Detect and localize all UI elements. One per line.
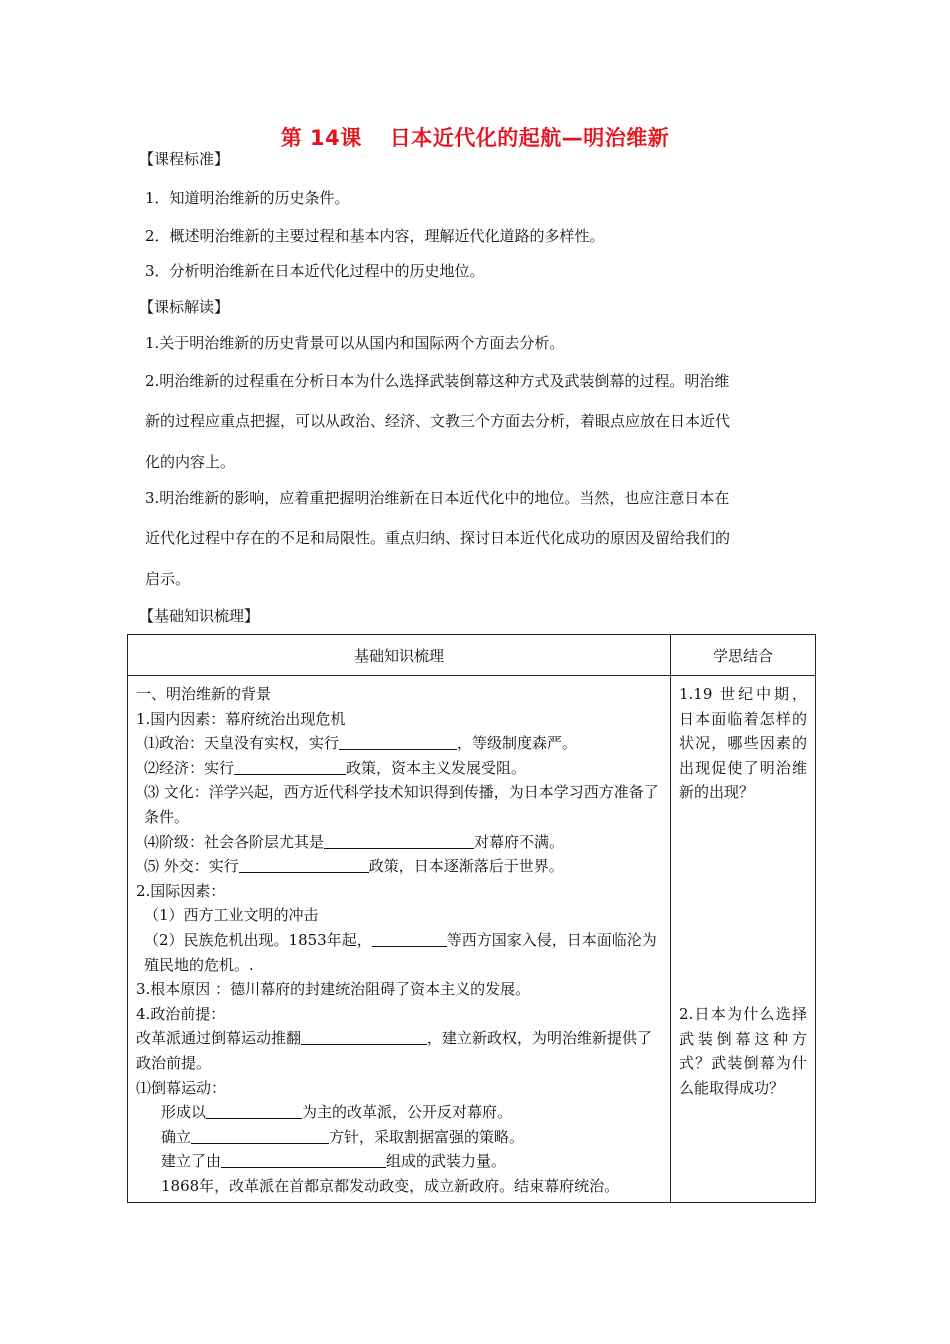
reading-line: 2.明治维新的过程重在分析日本为什么选择武装倒幕这种方式及武装倒幕的过程。明治维	[145, 372, 730, 390]
international-factors: 2.国际因素：	[136, 881, 226, 900]
reading-line: 化的内容上。	[145, 453, 236, 471]
policy-line: 确立 方针，采取割据富强的策略。	[161, 1127, 525, 1146]
politics-line: ⑴政治：天皇没有实权，实行 ，等级制度森严。	[144, 734, 578, 753]
section-background: 一、明治维新的背景	[136, 685, 272, 703]
root-cause: 3.根本原因 ：德川幕府的封建统治阻碍了资本主义的发展。	[136, 980, 531, 999]
national-crisis: （2）民族危机出现。1853年起， 等西方国家入侵，日本面临沦为殖民地的危机。.	[144, 930, 657, 974]
diplomacy-line: ⑸ 外交：实行 政策，日本逐渐落后于世界。	[144, 857, 564, 876]
course-standard-heading: 【课程标准】	[139, 150, 230, 168]
standard-reading-heading: 【课标解读】	[139, 298, 230, 316]
fill-blank[interactable]	[239, 857, 369, 873]
knowledge-table	[127, 634, 816, 1203]
reform-group-line: 形成以 为主的改革派，公开反对幕府。	[161, 1103, 513, 1122]
reflection-question-1: 1.19 世纪中期，日本面临着怎样的状况，哪些因素的出现促使了明治维新的出现？	[679, 685, 807, 802]
basic-knowledge-heading: 【基础知识梳理】	[139, 607, 260, 625]
fill-blank[interactable]	[372, 931, 447, 947]
reform-overthrow: 改革派通过倒幕运动推翻 ，建立新政权，为明治维新提供了政治前提。	[136, 1029, 653, 1072]
knowledge-cell	[128, 676, 671, 1203]
fill-blank[interactable]	[324, 833, 474, 849]
armed-force-line: 建立了由 组成的武装力量。	[161, 1152, 507, 1171]
coup-1868-line: 1868年，改革派在首都京都发动政变，成立新政府。结束幕府统治。	[161, 1176, 620, 1195]
domestic-factors: 1.国内因素：幕府统治出现危机	[136, 709, 346, 728]
fill-blank[interactable]	[339, 734, 457, 750]
column-header-reflection: 学思结合	[671, 635, 816, 676]
overthrow-movement: ⑴倒幕运动：	[136, 1078, 227, 1097]
standard-item: 1．知道明治维新的历史条件。	[145, 189, 350, 207]
reading-line: 启示。	[145, 570, 191, 588]
culture-line: ⑶ 文化：洋学兴起，西方近代科学技术知识得到传播，为日本学习西方准备了条件。	[144, 783, 659, 826]
lesson-name: 日本近代化的起航—明治维新	[389, 126, 670, 150]
reading-line: 3.明治维新的影响，应着重把握明治维新在日本近代化中的地位。当然，也应注意日本在	[145, 489, 730, 507]
western-impact: （1）西方工业文明的冲击	[144, 906, 319, 925]
economy-line: ⑵经济：实行 政策，资本主义发展受阻。	[144, 758, 527, 777]
reading-line: 1.关于明治维新的历史背景可以从国内和国际两个方面去分析。	[145, 334, 565, 352]
fill-blank[interactable]	[234, 759, 346, 775]
standard-item: 2．概述明治维新的主要过程和基本内容，理解近代化道路的多样性。	[145, 227, 605, 245]
reading-line: 近代化过程中存在的不足和局限性。重点归纳、探讨日本近代化成功的原因及留给我们的	[145, 529, 731, 547]
column-header-knowledge: 基础知识梳理	[128, 635, 671, 676]
class-line: ⑷阶级：社会各阶层尤其是 对幕府不满。	[144, 832, 565, 851]
fill-blank[interactable]	[206, 1103, 302, 1119]
standard-item: 3．分析明治维新在日本近代化过程中的历史地位。	[145, 262, 485, 280]
reflection-question-2: 2.日本为什么选择武装倒幕这种方式？武装倒幕为什么能取得成功？	[679, 1004, 807, 1097]
reflection-cell	[671, 676, 816, 1203]
fill-blank[interactable]	[191, 1128, 329, 1144]
lesson-number: 第 14课	[280, 126, 362, 150]
reading-line: 新的过程应重点把握，可以从政治、经济、文教三个方面去分析，着眼点应放在日本近代	[145, 412, 731, 430]
fill-blank[interactable]	[301, 1029, 427, 1045]
political-premise: 4.政治前提：	[136, 1004, 226, 1023]
fill-blank[interactable]	[221, 1152, 386, 1168]
